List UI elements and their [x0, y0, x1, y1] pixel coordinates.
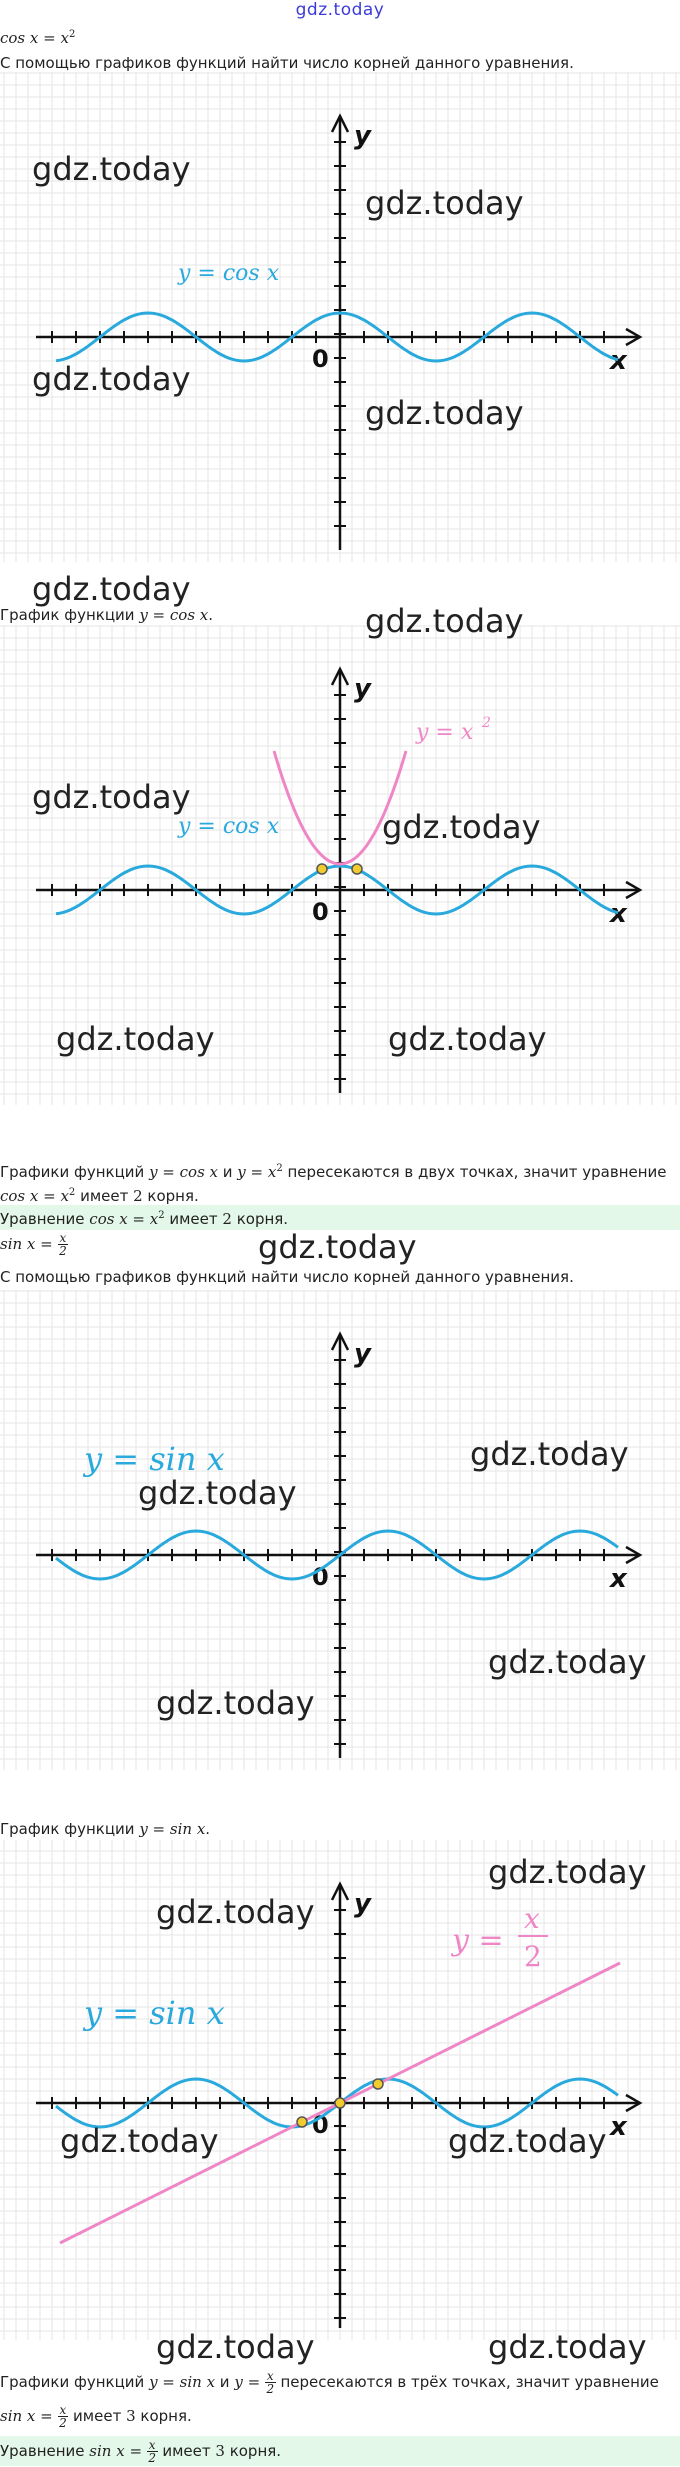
y-axis-label: y [354, 1889, 371, 1919]
problem2-equation: sin x = $\frac{x}{2}$ [0, 1231, 67, 1258]
problem1-conclusion-line2: $\cos x = x^2$ имеет 2 корня. [0, 1187, 199, 1205]
watermark: gdz.today [156, 2328, 315, 2366]
watermark: gdz.today [32, 778, 191, 816]
watermark: gdz.today [365, 184, 524, 222]
problem1-task: С помощью графиков функций найти число корней данного уравнения. [0, 54, 574, 72]
sin-label: y = sin x [84, 1440, 225, 1478]
intersection-point [352, 864, 362, 874]
graph-cos-svg [0, 72, 680, 562]
watermark: gdz.today [365, 394, 524, 432]
cos-label: y = cos x [178, 261, 280, 286]
graph1-caption: График функции y = cos x. [0, 606, 214, 624]
y-axis-label: y [354, 674, 371, 704]
problem1-equation: $\cos x = x^2$ [0, 29, 76, 47]
intersection-point [317, 864, 327, 874]
line-label-numerator: x [524, 1902, 540, 1935]
watermark: gdz.today [156, 1893, 315, 1931]
watermark: gdz.today [60, 2122, 219, 2160]
watermark: gdz.today [448, 2122, 607, 2160]
y-axis-label: y [354, 1339, 371, 1369]
graph3-caption: График функции y = sin x. [0, 1820, 211, 1838]
watermark: gdz.today [32, 360, 191, 398]
watermark: gdz.today [388, 1020, 547, 1058]
x-axis-label: x [610, 2112, 627, 2142]
problem2-task: С помощью графиков функций найти число корней данного уравнения. [0, 1268, 574, 1286]
origin-label: 0 [312, 898, 329, 926]
watermark: gdz.today [488, 1643, 647, 1681]
watermark: gdz.today [365, 602, 524, 640]
watermark: gdz.today [32, 150, 191, 188]
x-axis-label: x [610, 1564, 627, 1594]
intersection-point [297, 2117, 307, 2127]
watermark: gdz.today [488, 2328, 647, 2366]
parabola-label-power: 2 [482, 715, 491, 731]
origin-label: 0 [312, 2111, 329, 2139]
sin-label: y = sin x [84, 1994, 225, 2032]
watermark: gdz.today [56, 1020, 215, 1058]
problem2-conclusion-line1: Графики функций y = sin x и y = $\frac{x}{2}$ пересекаются в трёх точках, значит уравнение [0, 2369, 659, 2396]
graph-sin-svg [0, 1290, 680, 1770]
line-label-denominator: 2 [524, 1940, 542, 1973]
intersection-point [373, 2079, 383, 2089]
graph-sin [0, 1290, 680, 1770]
x-axis-label: x [610, 346, 627, 376]
origin-label: 0 [312, 1563, 329, 1591]
line-label: y = [452, 1923, 504, 1958]
problem2-answer: Уравнение sin x = $\frac{x}{2}$ имеет 3 корня. [0, 2436, 680, 2466]
problem1-conclusion-line1: Графики функций y = cos x и $y = x^2$ пересекаются в двух точках, значит уравнение [0, 1163, 667, 1181]
graph-sin-line [0, 1840, 680, 2340]
cos-label: y = cos x [178, 814, 280, 839]
graph-cos [0, 72, 680, 562]
graph-sin-line-svg [0, 1840, 680, 2340]
problem2-conclusion-line2: sin x = $\frac{x}{2}$ имеет 3 корня. [0, 2403, 192, 2430]
watermark: gdz.today [470, 1435, 629, 1473]
problem1-answer: Уравнение $\cos x = x^2$ имеет 2 корня. [0, 1205, 680, 1230]
parabola-label: y = x [416, 720, 474, 745]
watermark: gdz.today [382, 808, 541, 846]
origin-label: 0 [312, 345, 329, 373]
site-logo[interactable]: gdz.today [295, 0, 385, 20]
intersection-point [335, 2098, 345, 2108]
watermark: gdz.today [488, 1853, 647, 1891]
x-axis-label: x [610, 899, 627, 929]
watermark: gdz.today [32, 570, 191, 608]
watermark: gdz.today [138, 1474, 297, 1512]
watermark: gdz.today [258, 1228, 417, 1266]
y-axis-label: y [354, 121, 371, 151]
watermark: gdz.today [156, 1684, 315, 1722]
